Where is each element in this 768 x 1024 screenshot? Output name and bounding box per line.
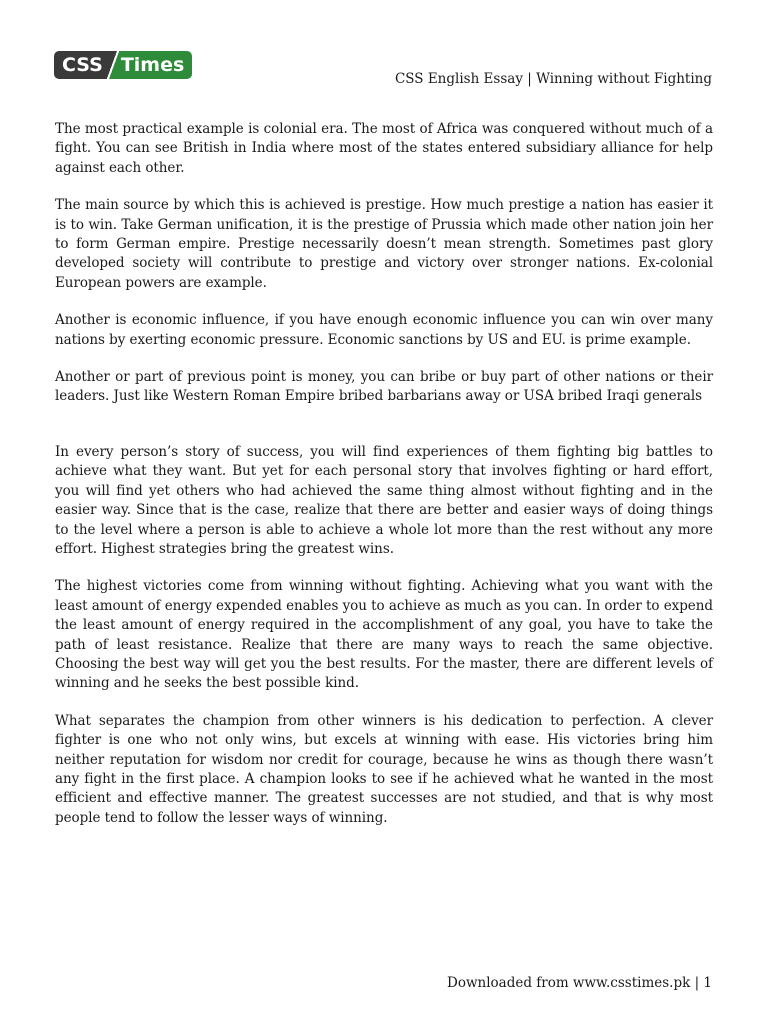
page-header-title: CSS English Essay | Winning without Fighting (394, 71, 712, 87)
paragraph: The main source by which this is achieved is prestige. How much prestige a nation has easier it is to win. Take German unification, it is the prestige of Prussia which made other nation join her to form German empire. Prestige necessarily doesn’t mean strength. Sometimes past glory developed society will contribute to prestige and victory over stronger nations. Ex-colonial European powers are example. (55, 197, 713, 291)
paragraph: The most practical example is colonial era. The most of Africa was conquered without much of a fight. You can see British in India where most of the states entered subsidiary alliance for help against each other. (55, 121, 713, 176)
logo-slash (107, 51, 119, 79)
logo-text-times: Times (119, 51, 192, 79)
paragraph: Another or part of previous point is money, you can bribe or buy part of other nations or their leaders. Just like Western Roman Empire bribed barbarians away or USA bribed Iraqi generals (55, 369, 713, 405)
csstimes-logo (54, 51, 192, 79)
paragraph: What separates the champion from other winners is his dedication to perfection. A clever fighter is one who not only wins, but excels at winning with ease. His victories bring him neither reputation for wisdom nor credit for courage, because he wins as though there wasn’t any fight in the first place. A champion looks to see if he achieved what he wanted in the most efficient and effective manner. The greatest successes are not studied, and that is why most people tend to follow the lesser ways of winning. (55, 712, 713, 826)
paragraph: The highest victories come from winning without fighting. Achieving what you want with the least amount of energy expended enables you to achieve as much as you can. In order to expend the least amount of energy required in the accomplishment of any goal, you have to take the path of least resistance. Realize that there are many ways to reach the same objective. Choosing the best way will get you the best results. For the master, there are different levels of winning and he seeks the best possible kind. (55, 578, 713, 692)
page-footer: Downloaded from www.csstimes.pk | 1 (447, 975, 712, 991)
paragraph: Another is economic influence, if you have enough economic influence you can win over many nations by exerting economic pressure. Economic sanctions by US and EU. is prime example. (55, 312, 713, 348)
paragraph: In every person’s story of success, you will find experiences of them fighting big battles to achieve what they want. But yet for each personal story that involves fighting or hard effort, you will find yet others who had achieved the same thing almost without fighting and in the easier way. Since that is the case, realize that there are better and easier ways of doing things to the level where a person is able to achieve a whole lot more than the rest without any more effort. Highest strategies bring the greatest wins. (55, 443, 713, 557)
logo-text-css: CSS (54, 51, 107, 79)
essay-body (55, 120, 713, 846)
